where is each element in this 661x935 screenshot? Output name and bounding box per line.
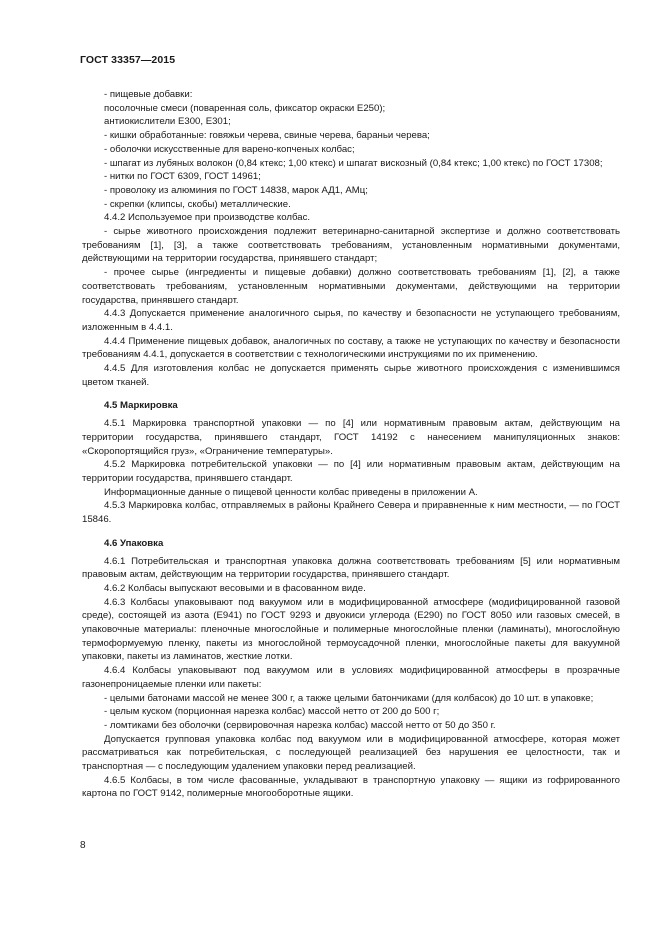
paragraph: 4.5.1 Маркировка транспортной упаковки — по [4] или нормативным правовым актам, действующим на территории государства, принявшего стандарт, ГОСТ 14192 с нанесением манипуляционных знаков: «Скоропортящийся груз», «Ограничение температуры». (82, 418, 620, 457)
paragraph: - проволоку из алюминия по ГОСТ 14838, марок АД1, АМц; (104, 184, 368, 196)
paragraph: - целым куском (порционная нарезка колбас) массой нетто от 200 до 500 г; (104, 706, 440, 718)
paragraph: Допускается групповая упаковка колбас под вакуумом или в модифицированной атмосфере, которая может рассматриваться как потребительская, с последующей реализацией без нарушения ее целостности, так и транспортная — с последующим удалением упаковки перед реализацией. (82, 733, 620, 773)
paragraph: 4.4.2 Используемое при производстве колбас. (104, 212, 311, 224)
paragraph: - кишки обработанные: говяжьи черева, свиные черева, бараньи черева; (104, 130, 430, 142)
paragraph: Информационные данные о пищевой ценности колбас приведены в приложении А. (104, 486, 478, 498)
paragraph: 4.4.5 Для изготовления колбас не допускается применять сырье животного происхождения с изменившимся цветом тканей. (82, 363, 620, 388)
paragraph: - нитки по ГОСТ 6309, ГОСТ 14961; (104, 171, 261, 183)
paragraph: 4.6.4 Колбасы упаковывают под вакуумом или в условиях модифицированной атмосферы в прозрачные газонепроницаемые пленки или пакеты: (82, 665, 620, 690)
paragraph: - ломтиками без оболочки (сервировочная нарезка колбас) массой нетто от 50 до 350 г. (104, 719, 496, 731)
paragraph: антиокислители Е300, Е301; (104, 116, 231, 128)
section-heading: 4.6 Упаковка (104, 537, 164, 549)
paragraph: - сырье животного происхождения подлежит ветеринарно-санитарной экспертизе и должно соответствовать требованиям [1], [3], а также соответствовать требованиям, установленным нормативными документами, действующими на территории государства, принявшего стандарт; (82, 226, 620, 265)
paragraph: 4.6.5 Колбасы, в том числе фасованные, укладывают в транспортную упаковку — ящики из гофрированного картона по ГОСТ 9142, полимерные многооборотные ящики. (82, 774, 620, 800)
paragraph: посолочные смеси (поваренная соль, фиксатор окраски Е250); (104, 102, 386, 114)
paragraph: - скрепки (клипсы, скобы) металлические. (104, 198, 291, 210)
paragraph: 4.5.2 Маркировка потребительской упаковки — по [4] или нормативным правовым актам, действующим на территории государства, принявшего стандарт. (82, 459, 620, 484)
document-body (82, 88, 620, 801)
section-heading: 4.5 Маркировка (104, 400, 178, 412)
page-header-standard: ГОСТ 33357—2015 (80, 54, 176, 66)
paragraph: 4.4.3 Допускается применение аналогичного сырья, по качеству и безопасности не уступающего требованиям, изложенным в 4.4.1. (82, 308, 620, 333)
paragraph: 4.5.3 Маркировка колбас, отправляемых в районы Крайнего Севера и приравненные к ним местности, — по ГОСТ 15846. (82, 500, 620, 526)
paragraph: 4.6.2 Колбасы выпускают весовыми и в фасованном виде. (104, 582, 366, 594)
paragraph: - шпагат из лубяных волокон (0,84 ктекс; 1,00 ктекс) и шпагат вискозный (0,84 ктекс; 1,00 ктекс) по ГОСТ 17308; (104, 157, 603, 169)
paragraph: 4.6.1 Потребительская и транспортная упаковка должна соответствовать требованиям [5] или нормативным правовым актам, действующим на территории государства, принявшего стандарт. (82, 555, 620, 581)
page-number: 8 (80, 840, 86, 851)
paragraph: - пищевые добавки: (104, 89, 193, 100)
paragraph: 4.4.4 Применение пищевых добавок, аналогичных по составу, а также не уступающих по качеству и безопасности требованиям 4.4.1, допускается в соответствии с технологическими инструкциями по их применению. (82, 335, 620, 361)
paragraph: 4.6.3 Колбасы упаковывают под вакуумом или в модифицированной атмосфере (модифицированной газовой среде), состоящей из азота (Е941) по ГОСТ 9293 и двуокиси углерода (Е290) по ГОСТ 8050 или газовых смесей, в упаковочные материалы: пленочные многослойные и полимерные многослойные пленки (ламинаты), многослойную термоформуемую пленку, пакеты из многослойной термоусадочной пленки, многослойные пакеты для вакуумной упаковки, пакеты из ламинатов, жесткие лотки. (82, 596, 620, 663)
paragraph: - прочее сырье (ингредиенты и пищевые добавки) должно соответствовать требованиям [1], [2], а также соответствовать требованиям, установленным нормативными документами, действующими на территории государства, принявшего стандарт. (82, 267, 620, 306)
paragraph: - целыми батонами массой не менее 300 г, а также целыми батончиками (для колбасок) до 10 шт. в упаковке; (104, 692, 594, 704)
paragraph: - оболочки искусственные для варено-копченых колбас; (104, 143, 355, 155)
